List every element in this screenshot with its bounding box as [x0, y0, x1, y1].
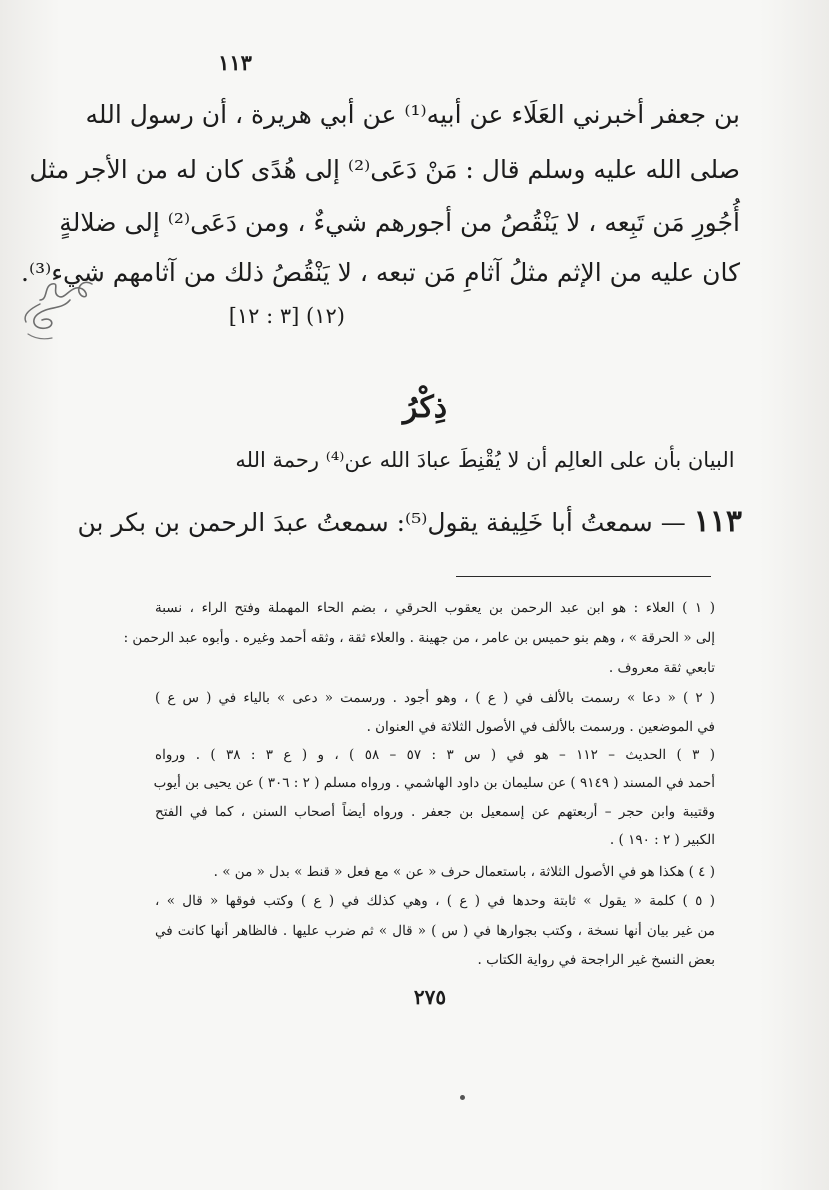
main-text-line-3: أُجُورِ مَن تَبِعه ، لا يَنْقُصُ من أجورهم شيءٌ ، ومن دَعَى⁽²⁾ إلى ضلالةٍ: [59, 208, 740, 237]
footnote-3-line-3: وقتيبة وابن حجر – أربعتهم عن إسمعيل بن جعفر . ورواه أيضاً أصحاب السنن ، كما في الفتح: [155, 804, 715, 820]
main-text-line-1: بن جعفر أخبرني العَلَاء عن أبيه⁽¹⁾ عن أبي هريرة ، أن رسول الله: [85, 100, 740, 129]
page-header-number: ١١٣: [218, 50, 252, 75]
footnote-2-line-2: في الموضعين . ورسمت بالألف في الأصول الثلاثة في العنوان .: [366, 719, 715, 735]
main-text-line-2: صلى الله عليه وسلم قال : مَنْ دَعَى⁽²⁾ إلى هُدًى كان له من الأجر مثل: [29, 155, 740, 184]
footnote-5-line-1: ( ٥ ) كلمة « يقول » ثابتة وحدها في ( ع ) ، وهي كذلك في ( ع ) وكتب فوقها « قال » ،: [155, 893, 716, 909]
ink-spot: [460, 1095, 465, 1100]
handwritten-margin-note: [12, 270, 102, 345]
footnote-1-line-3: تابعي ثقة معروف .: [608, 660, 715, 676]
footnote-1-line-2: إلى « الحرقة » ، وهم بنو حميس بن عامر ، من جهينة . والعلاء ثقة ، وثقه أحمد وغيره . وأبوه عبد الرحمن :: [123, 630, 715, 646]
handwritten-scribble-icon: [12, 270, 102, 345]
footnote-5-line-2: من غير بيان أنها نسخة ، وكتب بجوارها في ( س ) « قال » ثم ضرب عليها . فالظاهر أنها كانت في: [155, 923, 715, 939]
hadith-text: — سمعتُ أبا خَلِيفة يقول⁽⁵⁾: سمعتُ عبدَ الرحمن بن بكر بن: [77, 508, 686, 537]
hadith-reference: (١٢) [٣ : ١٢]: [228, 304, 345, 328]
footnote-3-line-2: أحمد في المسند ( ٩١٤٩ ) عن سليمان بن داود الهاشمي . ورواه مسلم ( ٢ : ٣٠٦ ) عن يحيى بن أيوب: [153, 775, 715, 791]
page-number: ٢٧٥: [413, 985, 447, 1009]
footnote-1-line-1: ( ١ ) العلاء : هو ابن عبد الرحمن بن يعقوب الحرقي ، بضم الحاء المهملة وفتح الراء ، نسبة: [155, 600, 715, 616]
section-title: ذِكْرُ: [402, 390, 448, 425]
hadith-opening-line: [77, 504, 742, 539]
section-subtitle: البيان بأن على العالِم أن لا يُقْنِطَ عبادَ الله عن⁽⁴⁾ رحمة الله: [235, 448, 735, 472]
footnote-2-line-1: ( ٢ ) « دعا » رسمت بالألف في ( ع ) ، وهو أجود . ورسمت « دعى » بالياء في ( س ع ): [155, 690, 716, 706]
footnote-3-line-4: الكبير ( ٢ : ١٩٠ ) .: [609, 832, 715, 848]
footnote-3-line-1: ( ٣ ) الحديث – ١١٢ – هو في ( س ٣ : ٥٧ – ٥٨ ) ، و ( ع ٣ : ٣٨ ) . ورواه: [155, 747, 715, 763]
footnote-4-line-1: ( ٤ ) هكذا هو في الأصول الثلاثة ، باستعمال حرف « عن » مع فعل « قنط » بدل « من » .: [213, 864, 715, 880]
footnote-divider: [456, 576, 711, 577]
main-text-line-4: كان عليه من الإثم مثلُ آثامِ مَن تبعه ، لا يَنْقُصُ ذلك من آثامهم شيء⁽³⁾.: [21, 258, 740, 287]
hadith-number: ١١٣: [693, 504, 742, 539]
footnote-5-line-3: بعض النسخ غير الراجحة في رواية الكتاب .: [477, 952, 715, 968]
